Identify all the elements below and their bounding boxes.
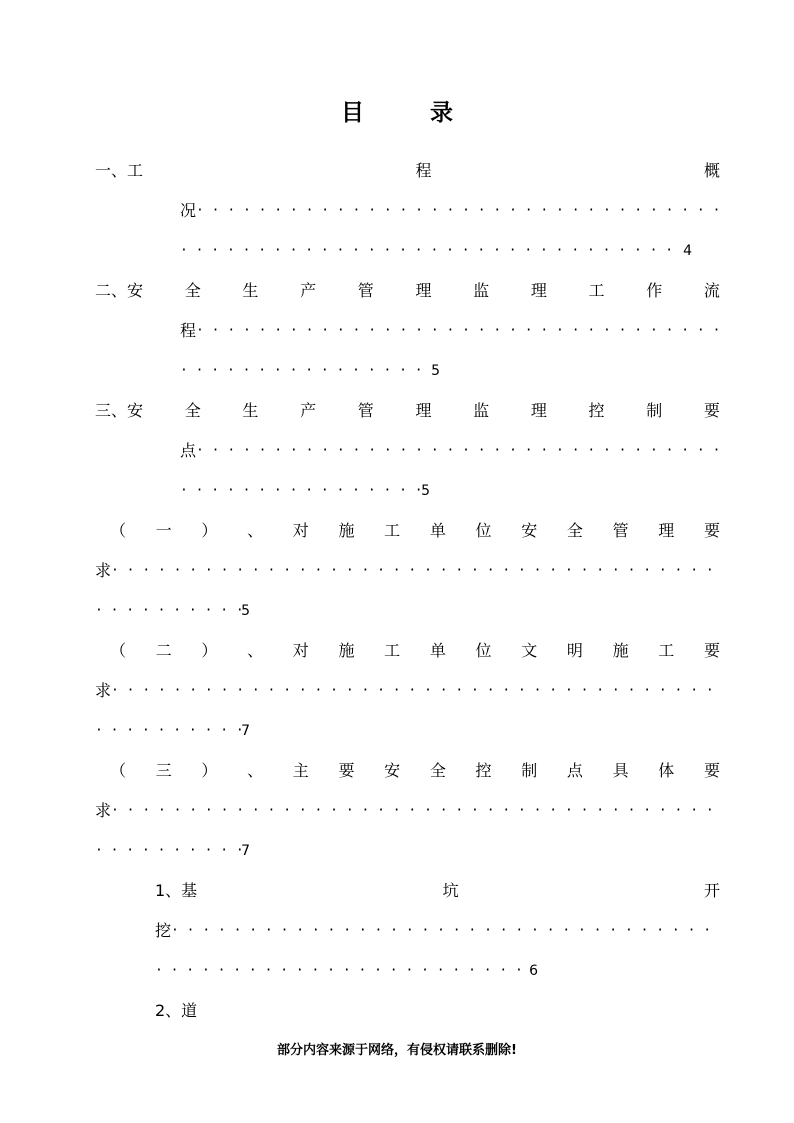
dot-leader [111,679,722,703]
toc-text: 位 [475,521,492,540]
toc-text: 单 [429,521,446,540]
toc-text: 监 [473,401,490,420]
toc-text: 工 [384,641,401,660]
toc-text: 控 [475,761,492,780]
toc-text: 产 [300,281,317,300]
toc-text: 工 [658,641,675,660]
toc-entry-2-page-line[interactable] [180,359,440,383]
toc-text: 求 [95,801,112,820]
toc-text: 要 [338,761,355,780]
toc-text: 二、安 [95,281,144,300]
toc-text: 管 [357,401,374,420]
dot-leader [196,199,722,223]
dot-leader [95,839,241,863]
dot-leader [196,439,722,463]
toc-text: 全 [429,761,446,780]
toc-entry-1-heading[interactable] [95,159,720,183]
toc-text: 施 [338,641,355,660]
toc-text: 体 [658,761,675,780]
title-char-2: 录 [430,99,453,126]
page-number: 6 [529,963,538,979]
toc-text: 明 [566,641,583,660]
toc-text: 程 [415,161,432,180]
toc-entry-1-leader[interactable] [180,199,722,223]
toc-text: 求 [95,561,112,580]
toc-text: 理 [530,281,547,300]
toc-text: 1、基 [155,881,198,900]
page-number: 5 [241,603,250,619]
dot-leader [111,559,722,583]
toc-text: 管 [357,281,374,300]
toc-text: （ [110,761,127,780]
toc-text: 一 [155,521,172,540]
dot-leader [111,799,722,823]
page-number: 4 [683,243,692,259]
toc-text: 、 [247,521,264,540]
toc-entry-3-leader[interactable] [180,439,722,463]
toc-text: 具 [612,761,629,780]
toc-text: 监 [473,281,490,300]
toc-text: 二 [155,641,172,660]
toc-text: 概 [703,161,720,180]
toc-text: 流 [703,281,720,300]
toc-text: （ [110,641,127,660]
dot-leader [95,719,241,743]
toc-text: 开 [703,881,720,900]
toc-text: 工 [384,521,401,540]
toc-subentry-2-leader[interactable] [95,679,722,703]
dot-leader [180,359,431,383]
toc-subentry-1-page-line[interactable] [95,599,250,623]
toc-text: 点 [180,441,197,460]
toc-item-1-page-line[interactable] [155,959,538,983]
toc-item-1-heading[interactable] [155,879,720,903]
toc-text: 主 [292,761,309,780]
page-number: 5 [421,483,430,499]
toc-text: 要 [703,401,720,420]
toc-text: 全 [184,401,201,420]
toc-text: 安 [521,521,538,540]
toc-text: ） [201,761,218,780]
dot-leader [180,239,683,263]
dot-leader [95,599,241,623]
page-number: 7 [241,723,250,739]
toc-text: （ [110,521,127,540]
toc-subentry-2-page-line[interactable] [95,719,250,743]
toc-text: 控 [588,401,605,420]
toc-text: 三、安 [95,401,144,420]
toc-text: 要 [703,761,720,780]
toc-text: 坑 [442,881,459,900]
toc-text: 生 [242,401,259,420]
toc-text: 制 [521,761,538,780]
toc-text: 管 [612,521,629,540]
dot-leader [155,959,529,983]
toc-text: 要 [703,641,720,660]
toc-text: ） [201,641,218,660]
toc-entry-2-heading[interactable] [95,279,720,303]
page-number: 7 [241,843,250,859]
toc-text: 点 [566,761,583,780]
page-number: 5 [431,363,440,379]
dot-leader [171,919,722,943]
toc-text: 程 [180,321,197,340]
title-char-1: 目 [341,99,364,126]
toc-text: 对 [292,641,309,660]
toc-text: 位 [475,641,492,660]
toc-text: 全 [184,281,201,300]
toc-text: 产 [300,401,317,420]
toc-entry-3-heading[interactable] [95,399,720,423]
toc-subentry-1-leader[interactable] [95,559,722,583]
dot-leader [180,479,421,503]
toc-text: 生 [242,281,259,300]
page-title [0,94,794,127]
toc-entry-3-page-line[interactable] [180,479,430,503]
toc-text: 要 [703,521,720,540]
toc-entry-1-page-line[interactable] [180,239,692,263]
toc-text: 挖 [155,921,172,940]
toc-text: 作 [646,281,663,300]
toc-text: 、 [247,641,264,660]
toc-item-2-heading[interactable] [155,999,355,1023]
toc-text: 制 [646,401,663,420]
dot-leader [196,319,722,343]
toc-text: 况 [180,201,197,220]
toc-subentry-3-page-line[interactable] [95,839,250,863]
toc-subentry-3-leader[interactable] [95,799,722,823]
toc-text: 2、道 [155,1001,198,1020]
toc-text: 施 [338,521,355,540]
toc-text: 理 [415,281,432,300]
toc-subentry-1-heading[interactable] [110,519,720,543]
toc-text: 求 [95,681,112,700]
toc-text: 施 [612,641,629,660]
toc-text: 单 [429,641,446,660]
toc-entry-2-leader[interactable] [180,319,722,343]
toc-text: 对 [292,521,309,540]
toc-text: 理 [530,401,547,420]
page-footer: 部分内容来源于网络，有侵权请联系删除! [277,1043,517,1058]
toc-text: 三 [155,761,172,780]
toc-subentry-3-heading[interactable] [110,759,720,783]
toc-text: 理 [415,401,432,420]
toc-text: 全 [566,521,583,540]
toc-text: 工 [588,281,605,300]
toc-text: 一、工 [95,161,144,180]
toc-text: 、 [247,761,264,780]
toc-text: 安 [384,761,401,780]
toc-subentry-2-heading[interactable] [110,639,720,663]
toc-text: 文 [521,641,538,660]
toc-item-1-leader[interactable] [155,919,722,943]
toc-text: 理 [658,521,675,540]
toc-text: ） [201,521,218,540]
